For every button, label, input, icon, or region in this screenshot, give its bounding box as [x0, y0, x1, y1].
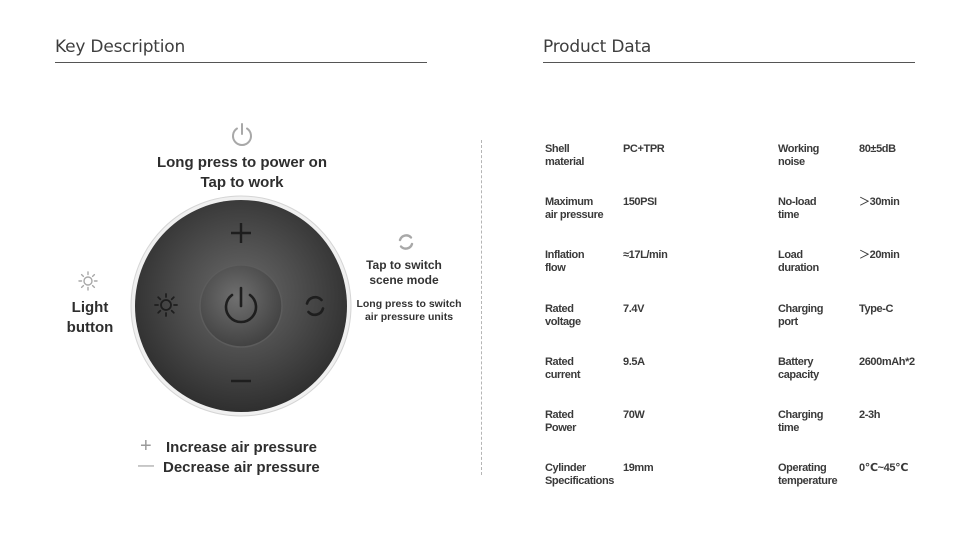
spec-value: ＞30min	[859, 196, 900, 208]
product-data-rule	[543, 62, 915, 63]
power-icon	[228, 121, 256, 149]
power-caption-line2: Tap to work	[200, 174, 284, 191]
spec-value: ≈17L/min	[623, 249, 668, 261]
power-caption	[142, 153, 342, 193]
scene-caption-line2: scene mode	[369, 273, 439, 287]
power-caption-line1: Long press to power on	[156, 154, 327, 171]
light-button[interactable]	[153, 292, 179, 318]
spec-value: 150PSI	[623, 196, 657, 208]
spec-value: 70W	[623, 409, 645, 421]
spec-label: Cylinder Specifications	[545, 462, 614, 487]
units-caption-line2: air pressure units	[364, 311, 454, 323]
spec-value: Type-C	[859, 303, 894, 315]
scene-mode-button[interactable]	[302, 293, 328, 319]
spec-value: PC+TPR	[623, 143, 665, 155]
spec-value: 80±5dB	[859, 143, 896, 155]
spec-label: Battery capacity	[778, 356, 819, 381]
refresh-icon	[396, 232, 416, 252]
spec-value: 2600mAh*2	[859, 356, 915, 368]
spec-label: No-load time	[778, 196, 817, 221]
increase-pressure-button[interactable]	[226, 218, 256, 248]
plus-legend-icon: +	[140, 435, 152, 457]
spec-label: Rated Power	[545, 409, 577, 434]
light-caption-line1: Light	[71, 299, 109, 316]
units-caption-line1: Long press to switch	[356, 298, 462, 310]
scene-caption-line1: Tap to switch	[366, 258, 442, 272]
key-description-title: Key Description	[55, 37, 186, 57]
spec-label: Operating temperature	[778, 462, 838, 487]
light-caption	[55, 298, 125, 338]
decrease-legend: Decrease air pressure	[163, 459, 320, 476]
plus-icon	[226, 218, 256, 248]
power-icon	[218, 284, 264, 330]
spec-label: Maximum air pressure	[545, 196, 604, 221]
units-caption	[350, 298, 468, 324]
spec-label: Rated voltage	[545, 303, 581, 328]
key-description-rule	[55, 62, 427, 63]
decrease-pressure-button[interactable]	[226, 366, 256, 396]
light-caption-line2: button	[66, 319, 114, 336]
column-divider	[481, 140, 482, 475]
spec-label: Rated current	[545, 356, 581, 381]
spec-label: Charging port	[778, 303, 824, 328]
product-data-title: Product Data	[543, 37, 652, 57]
increase-legend: Increase air pressure	[166, 439, 317, 456]
power-button[interactable]	[218, 284, 264, 330]
minus-icon	[226, 366, 256, 396]
sun-icon	[153, 292, 179, 318]
spec-label: Working noise	[778, 143, 819, 168]
spec-value: 2-3h	[859, 409, 881, 421]
spec-label: Shell material	[545, 143, 584, 168]
spec-label: Charging time	[778, 409, 824, 434]
refresh-icon	[302, 293, 328, 319]
minus-legend-icon: —	[138, 457, 154, 474]
spec-label: Load duration	[778, 249, 819, 274]
sun-icon	[78, 271, 98, 291]
spec-value: 9.5A	[623, 356, 645, 368]
spec-value: 19mm	[623, 462, 654, 474]
spec-value: ＞20min	[859, 249, 900, 261]
scene-caption	[354, 258, 454, 288]
spec-label: Inflation flow	[545, 249, 585, 274]
spec-value: 0℃~45℃	[859, 462, 909, 474]
spec-value: 7.4V	[623, 303, 645, 315]
